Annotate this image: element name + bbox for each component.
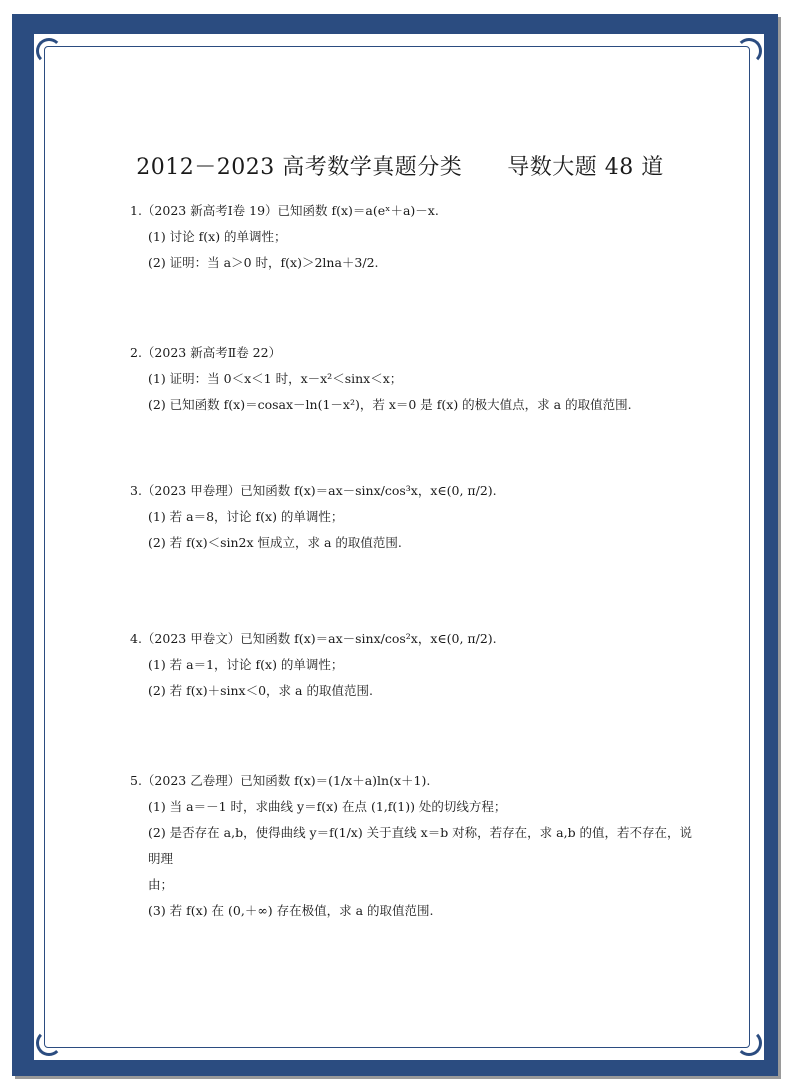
problem-part: (3) 若 f(x) 在 (0,＋∞) 存在极值，求 a 的取值范围.: [148, 903, 434, 918]
problem-part: (1) 若 a＝1，讨论 f(x) 的单调性；: [148, 657, 344, 672]
problem-1: [130, 198, 694, 276]
problem-3: [130, 478, 694, 556]
problem-part: (2) 是否存在 a,b，使得曲线 y＝f(1/x) 关于直线 x＝b 对称，若存在，求 a,b 的值，若不存在，说明理: [148, 825, 693, 866]
problem-stem: 1.（2023 新高考Ⅰ卷 19）已知函数 f(x)＝a(eˣ＋a)－x.: [130, 203, 439, 218]
problem-part-continuation: 由；: [148, 877, 174, 892]
problem-part: (1) 证明：当 0＜x＜1 时，x－x²＜sinx＜x；: [148, 371, 403, 386]
problem-4: [130, 626, 694, 704]
problem-stem: 5.（2023 乙卷理）已知函数 f(x)＝(1/x＋a)ln(x＋1).: [130, 773, 431, 788]
problem-part: (1) 若 a＝8，讨论 f(x) 的单调性；: [148, 509, 344, 524]
problem-part: (2) 若 f(x)＜sin2x 恒成立，求 a 的取值范围.: [148, 535, 402, 550]
problem-part: (1) 当 a＝－1 时，求曲线 y＝f(x) 在点 (1,f(1)) 处的切线方程；: [148, 799, 507, 814]
corner-ornament-icon: [736, 1030, 762, 1056]
corner-ornament-icon: [36, 38, 62, 64]
problem-2: [130, 340, 694, 418]
problem-part: (2) 若 f(x)＋sinx＜0，求 a 的取值范围.: [148, 683, 373, 698]
problem-part: (2) 已知函数 f(x)＝cosax－ln(1－x²)，若 x＝0 是 f(x) 的极大值点，求 a 的取值范围.: [148, 397, 632, 412]
page-title: 2012－2023 高考数学真题分类 导数大题 48 道: [136, 155, 664, 180]
problem-stem: 2.（2023 新高考Ⅱ卷 22）: [130, 345, 282, 360]
problem-5: [130, 768, 694, 924]
problem-part: (2) 证明：当 a＞0 时，f(x)＞2lna＋3/2.: [148, 255, 379, 270]
corner-ornament-icon: [736, 38, 762, 64]
problem-stem: 4.（2023 甲卷文）已知函数 f(x)＝ax－sinx/cos²x，x∈(0, π/2).: [130, 631, 497, 646]
corner-ornament-icon: [36, 1030, 62, 1056]
problem-stem: 3.（2023 甲卷理）已知函数 f(x)＝ax－sinx/cos³x，x∈(0, π/2).: [130, 483, 497, 498]
problem-part: (1) 讨论 f(x) 的单调性；: [148, 229, 287, 244]
